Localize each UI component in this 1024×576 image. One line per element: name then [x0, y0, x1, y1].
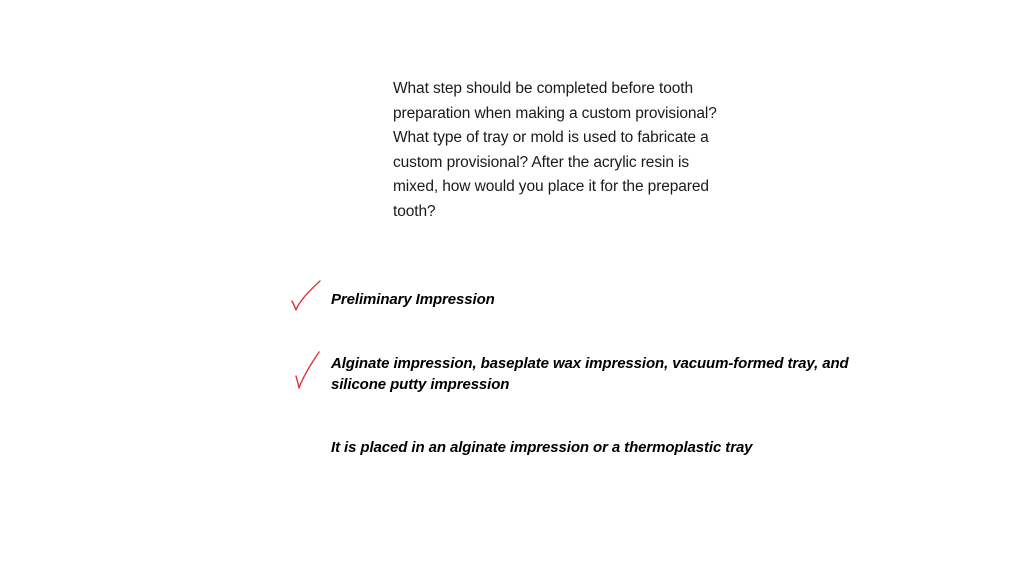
answer-2: Alginate impression, baseplate wax impression, vacuum-formed tray, and silicone putty impression	[331, 355, 849, 393]
question-text: What step should be completed before tooth preparation when making a custom provisional? What type of tray or mold is used to fabricate a custom provisional? After the acrylic resin is mixed, how would you place it for the prepared tooth?	[393, 80, 717, 220]
answer-3: It is placed in an alginate impression or a thermoplastic tray	[331, 439, 753, 456]
check-mark-icon	[293, 350, 323, 392]
answer-1: Preliminary Impression	[331, 291, 495, 308]
check-mark-icon	[289, 279, 323, 315]
